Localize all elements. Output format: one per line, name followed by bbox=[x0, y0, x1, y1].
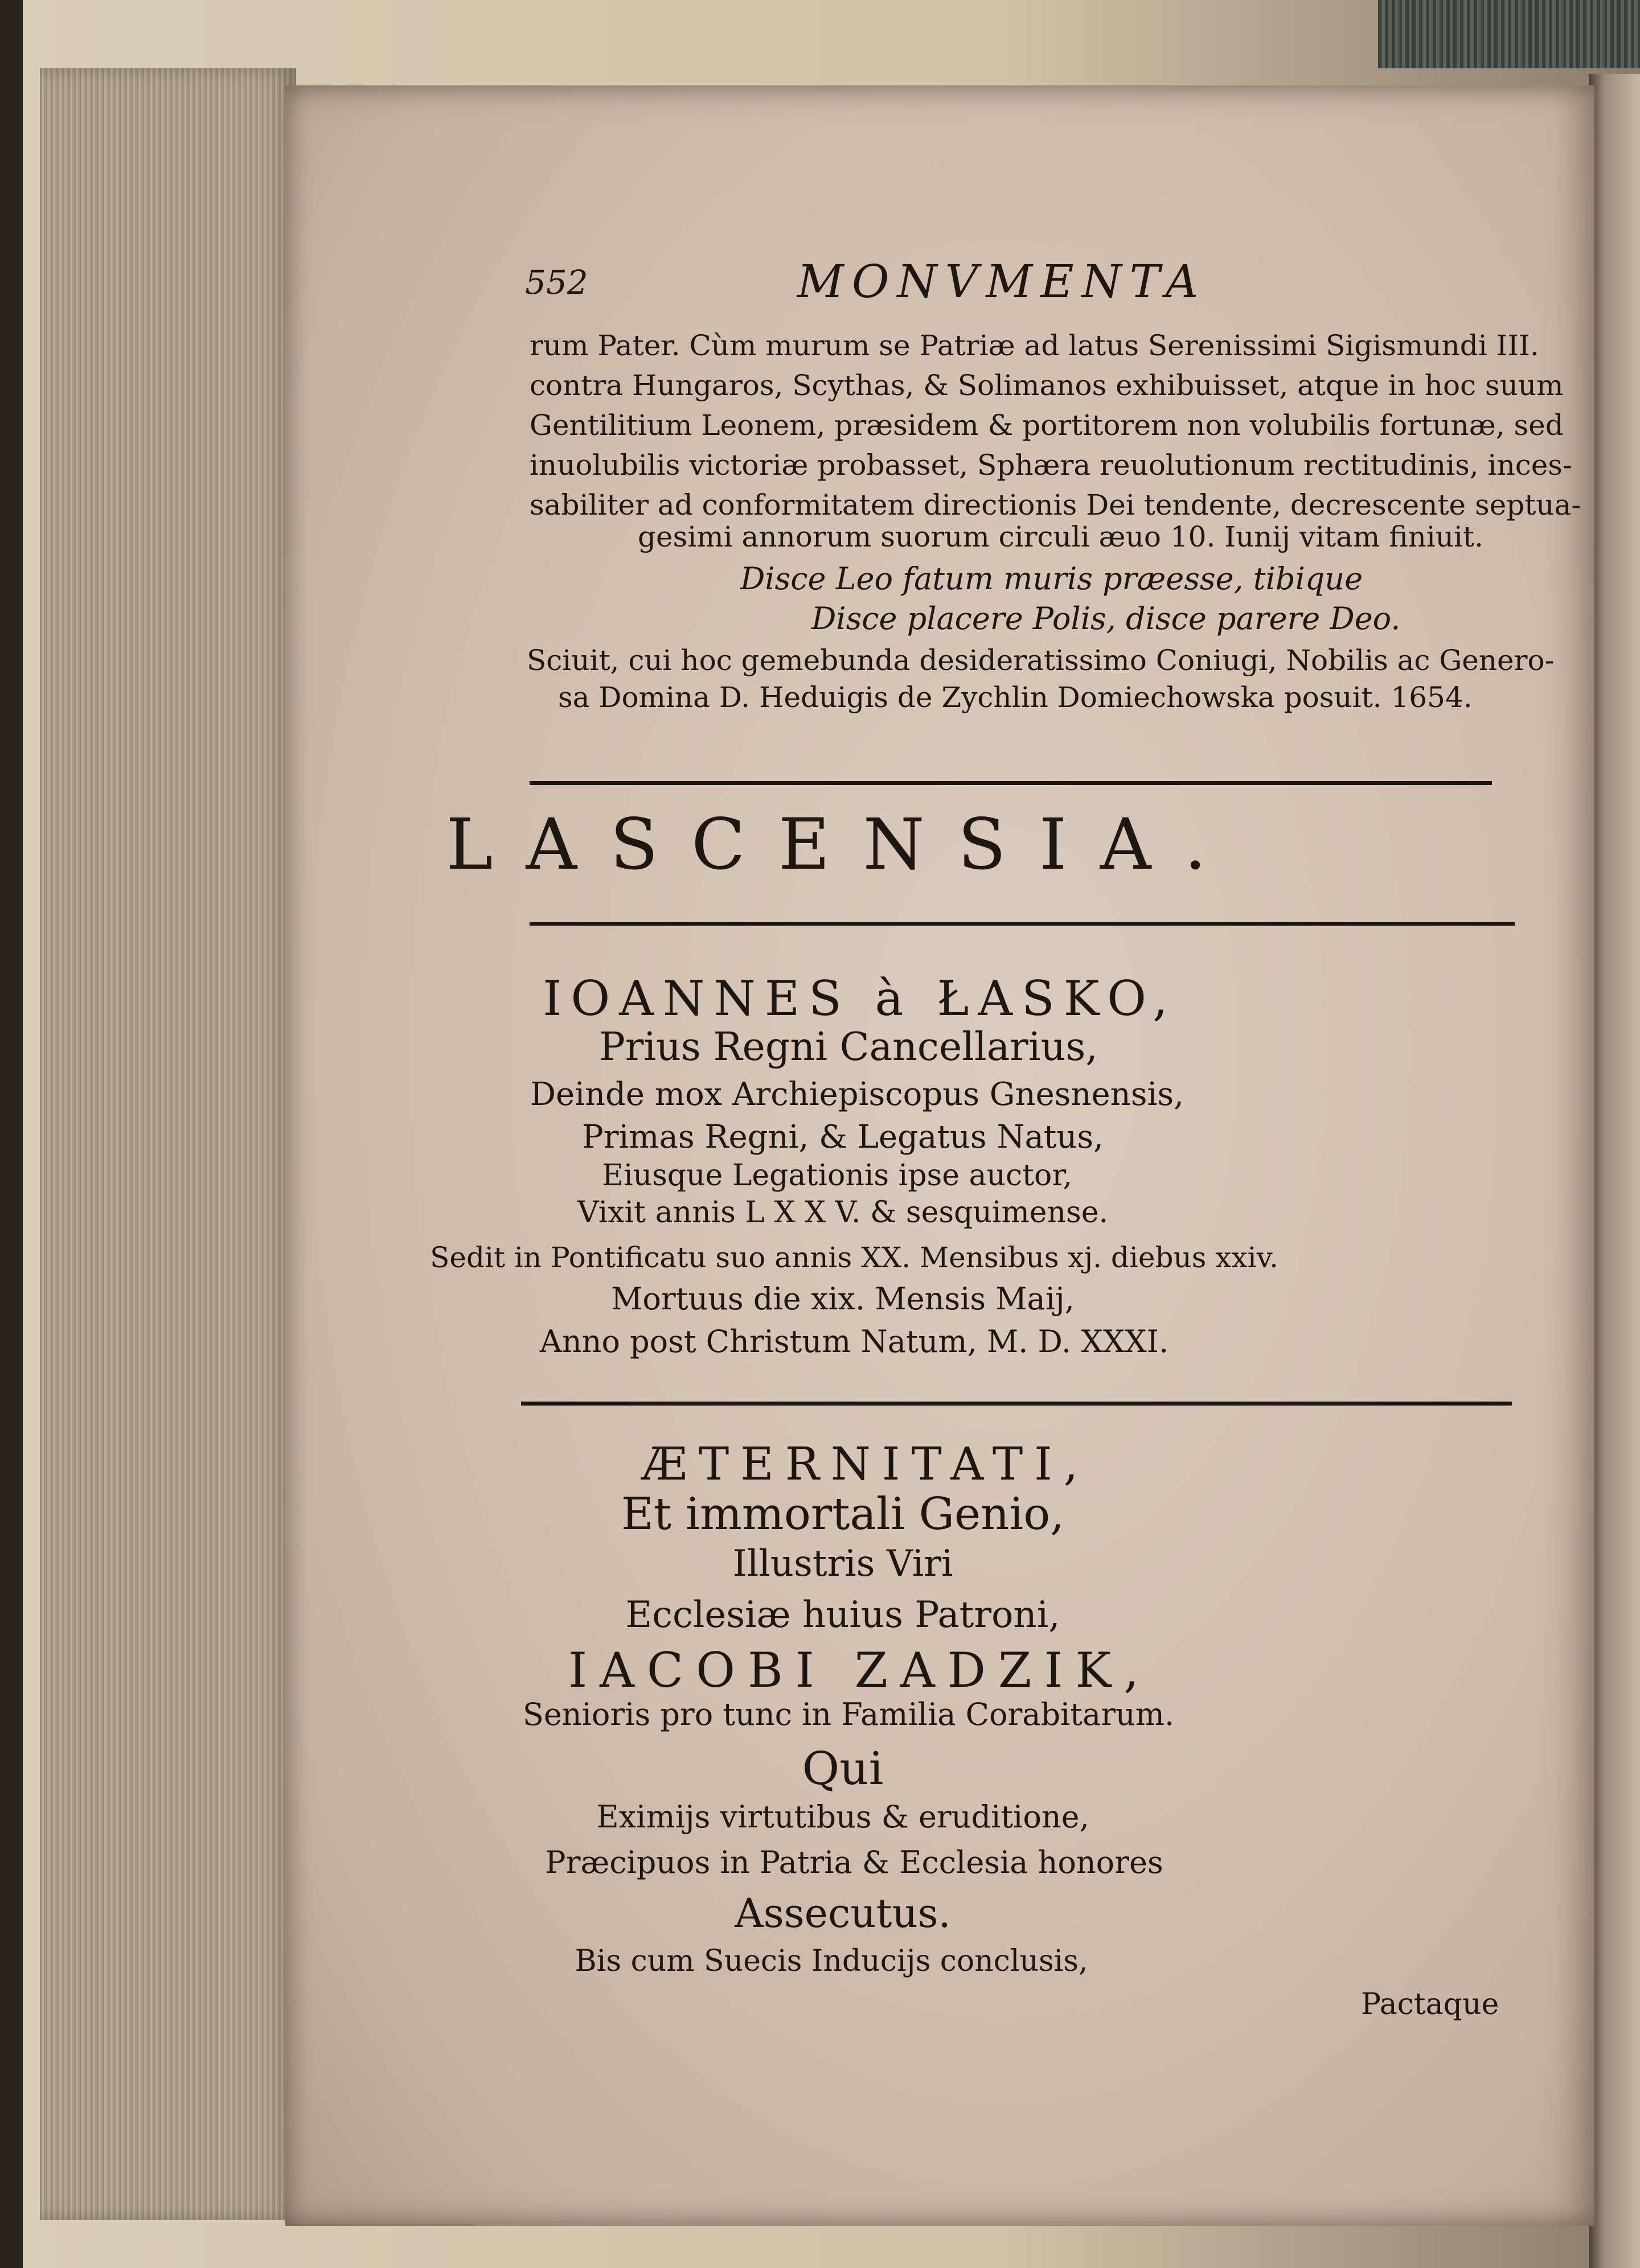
inscription-divider bbox=[521, 1402, 1512, 1406]
inscription-line: Prius Regni Cancellarius, bbox=[599, 1025, 1098, 1070]
inscription-heading: ÆTERNITATI, bbox=[641, 1437, 1090, 1490]
inscription-line: Præcipuos in Patria & Ecclesia honores bbox=[545, 1844, 1163, 1880]
page-number: 552 bbox=[525, 263, 588, 302]
inscription-line: Vixit annis L X X V. & sesquimense. bbox=[577, 1195, 1109, 1230]
paragraph-line: inuolubilis victoriæ probasset, Sphæra reuolutionum rectitudinis, inces- bbox=[530, 449, 1572, 482]
running-head: MONVMENTA bbox=[797, 255, 1207, 308]
inscription-line: Primas Regni, & Legatus Natus, bbox=[582, 1119, 1104, 1156]
inscription-line: Deinde mox Archiepiscopus Gnesnensis, bbox=[530, 1076, 1184, 1113]
catchword: Pactaque bbox=[1361, 1987, 1499, 2022]
dedication-line: Sciuit, cui hoc gemebunda desideratissimo Coniugi, Nobilis ac Genero- bbox=[527, 644, 1555, 677]
dedication-line: sa Domina D. Heduigis de Zychlin Domiechowska posuit. 1654. bbox=[558, 681, 1473, 714]
inscription-line: Anno post Christum Natum, M. D. XXXI. bbox=[539, 1324, 1169, 1359]
paragraph-line: sabiliter ad conformitatem directionis Dei tendente, decrescente septua- bbox=[530, 488, 1581, 521]
inscription-line: Qui bbox=[802, 1742, 884, 1795]
inscription-line: Senioris pro tunc in Familia Corabitarum. bbox=[522, 1696, 1175, 1732]
inscription-line: Mortuus die xix. Mensis Maij, bbox=[611, 1281, 1075, 1317]
section-rule-top bbox=[530, 781, 1492, 785]
inscription-line: Illustris Viri bbox=[732, 1543, 953, 1585]
inscription-line: Et immortali Genio, bbox=[621, 1489, 1065, 1540]
paragraph-line: Gentilitium Leonem, præsidem & portitorem non volubilis fortunæ, sed bbox=[530, 409, 1564, 442]
verse-line: Disce placere Polis, disce parere Deo. bbox=[811, 601, 1401, 636]
section-title: LASCENSIA. bbox=[446, 804, 1240, 886]
verse-line: Disce Leo fatum muris præesse, tibique bbox=[740, 561, 1363, 597]
inscription-line: Eiusque Legationis ipse auctor, bbox=[601, 1158, 1072, 1193]
inscription-line: Ecclesiæ huius Patroni, bbox=[625, 1594, 1060, 1636]
paragraph-line: gesimi annorum suorum circuli æuo 10. Iunij vitam finiuit. bbox=[638, 520, 1483, 553]
inscription-line: Assecutus. bbox=[735, 1890, 951, 1937]
inscription-name: IACOBI ZADZIK, bbox=[568, 1642, 1151, 1698]
inscription-name: IOANNES à ŁASKO, bbox=[543, 971, 1177, 1026]
inscription-line: Bis cum Suecis Inducijs conclusis, bbox=[575, 1944, 1088, 1978]
spine-headband bbox=[1378, 0, 1640, 68]
paragraph-line: rum Pater. Cùm murum se Patriæ ad latus Serenissimi Sigismundi III. bbox=[530, 329, 1539, 362]
inscription-line: Eximijs virtutibus & eruditione, bbox=[596, 1799, 1089, 1835]
inscription-line: Sedit in Pontificatu suo annis XX. Mensibus xj. diebus xxiv. bbox=[430, 1241, 1278, 1274]
section-rule-bottom bbox=[530, 922, 1515, 926]
paragraph-line: contra Hungaros, Scythas, & Solimanos exhibuisset, atque in hoc suum bbox=[530, 369, 1564, 402]
